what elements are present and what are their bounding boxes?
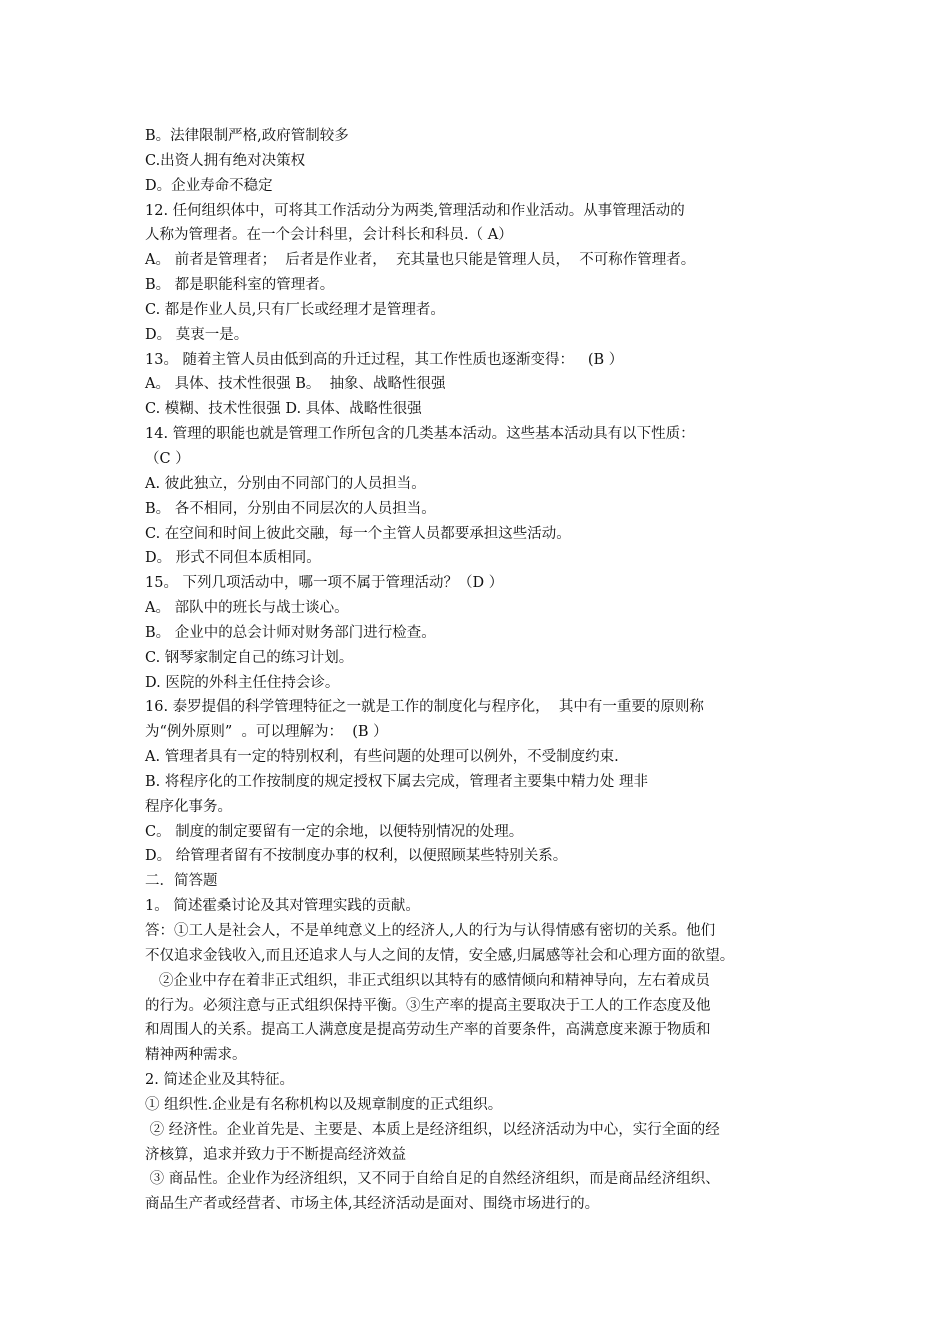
question-14-answer: （C ）	[145, 450, 190, 467]
option-line: A. 管理者具有一定的特别权利，有些问题的处理可以例外，不受制度约束.	[145, 749, 619, 766]
answer-line: ② 经济性。企业首先是、主要是、本质上是经济组织，以经济活动为中心，实行全面的经	[145, 1121, 720, 1138]
option-line: C. 在空间和时间上彼此交融，每一个主管人员都要承担这些活动。	[145, 525, 571, 542]
option-line: C. 钢琴家制定自己的练习计划。	[145, 649, 354, 666]
option-line: D. 医院的外科主任住持会诊。	[145, 674, 340, 691]
option-line: D。 形式不同但本质相同。	[145, 550, 321, 567]
answer-line: ③ 商品性。企业作为经济组织，又不同于自给自足的自然经济组织，而是商品经济组织、	[145, 1171, 720, 1188]
option-line: B。 各不相同，分别由不同层次的人员担当。	[145, 500, 436, 517]
option-line: D。 莫衷一是。	[145, 326, 249, 343]
question-16-stem: 16. 泰罗提倡的科学管理特征之一就是工作的制度化与程序化， 其中有一重要的原则称	[145, 699, 704, 716]
question-13-stem: 13。 随着主管人员由低到高的升迁过程，其工作性质也逐渐变得： (B ）	[145, 351, 624, 368]
question-12-stem-cont: 人称为管理者。在一个会计科里，会计科长和科员.（ A）	[145, 227, 513, 244]
answer-line: ① 组织性.企业是有名称机构以及规章制度的正式组织。	[145, 1096, 503, 1113]
answer-line: 不仅追求金钱收入,而且还追求人与人之间的友情，安全感,归属感等社会和心理方面的欲望。	[145, 947, 735, 964]
option-line-cont: 程序化事务。	[145, 798, 232, 815]
answer-line: 济核算，追求并致力于不断提高经济效益	[145, 1146, 406, 1163]
text-line: D。企业寿命不稳定	[145, 177, 273, 194]
question-15-stem: 15。 下列几项活动中，哪一项不属于管理活动？（D ）	[145, 575, 504, 592]
question-16-stem-cont: 为“例外原则” 。可以理解为： (B ）	[145, 724, 388, 741]
answer-line: 答：①工人是社会人，不是单纯意义上的经济人,人的行为与认得情感有密切的关系。他们	[145, 923, 716, 939]
document-body	[145, 124, 825, 1217]
option-line: A。 前者是管理者； 后者是作业者， 充其量也只能是管理人员， 不可称作管理者。	[145, 252, 696, 269]
option-line: A。 部队中的班长与战士谈心。	[145, 600, 349, 617]
short-question-1: 1。 简述霍桑讨论及其对管理实践的贡献。	[145, 898, 420, 915]
option-line: C. 模糊、技术性很强 D. 具体、战略性很强	[145, 401, 422, 418]
text-line: B。法律限制严格,政府管制较多	[145, 128, 349, 144]
answer-line: 和周围人的关系。提高工人满意度是提高劳动生产率的首要条件，高满意度来源于物质和	[145, 1022, 711, 1039]
option-line: B。 企业中的总会计师对财务部门进行检查。	[145, 624, 436, 641]
answer-line: ②企业中存在着非正式组织，非正式组织以其特有的感情倾向和精神导向，左右着成员	[145, 972, 710, 989]
option-line: B. 将程序化的工作按制度的规定授权下属去完成，管理者主要集中精力处 理非	[145, 773, 648, 790]
option-line: A。 具体、技术性很强 B。 抽象、战略性很强	[145, 376, 446, 393]
option-line: C. 都是作业人员,只有厂长或经理才是管理者。	[145, 301, 445, 318]
section-heading: 二．简答题	[145, 873, 218, 890]
answer-line: 的行为。必须注意与正式组织保持平衡。③生产率的提高主要取决于工人的工作态度及他	[145, 997, 711, 1014]
answer-line: 商品生产者或经营者、市场主体,其经济活动是面对、围绕市场进行的。	[145, 1196, 600, 1213]
option-line: B。 都是职能科室的管理者。	[145, 277, 335, 294]
text-line: C.出资人拥有绝对决策权	[145, 152, 306, 169]
short-question-2: 2. 简述企业及其特征。	[145, 1072, 294, 1089]
option-line: D。 给管理者留有不按制度办事的权利，以便照顾某些特别关系。	[145, 848, 568, 865]
answer-line: 精神两种需求。	[145, 1047, 247, 1064]
option-line: A. 彼此独立，分别由不同部门的人员担当。	[145, 475, 426, 492]
question-12-stem: 12. 任何组织体中，可将其工作活动分为两类,管理活动和作业活动。从事管理活动的	[145, 202, 685, 219]
question-14-stem: 14. 管理的职能也就是管理工作所包含的几类基本活动。这些基本活动具有以下性质：	[145, 426, 695, 443]
option-line: C。 制度的制定要留有一定的余地，以便特别情况的处理。	[145, 823, 524, 840]
